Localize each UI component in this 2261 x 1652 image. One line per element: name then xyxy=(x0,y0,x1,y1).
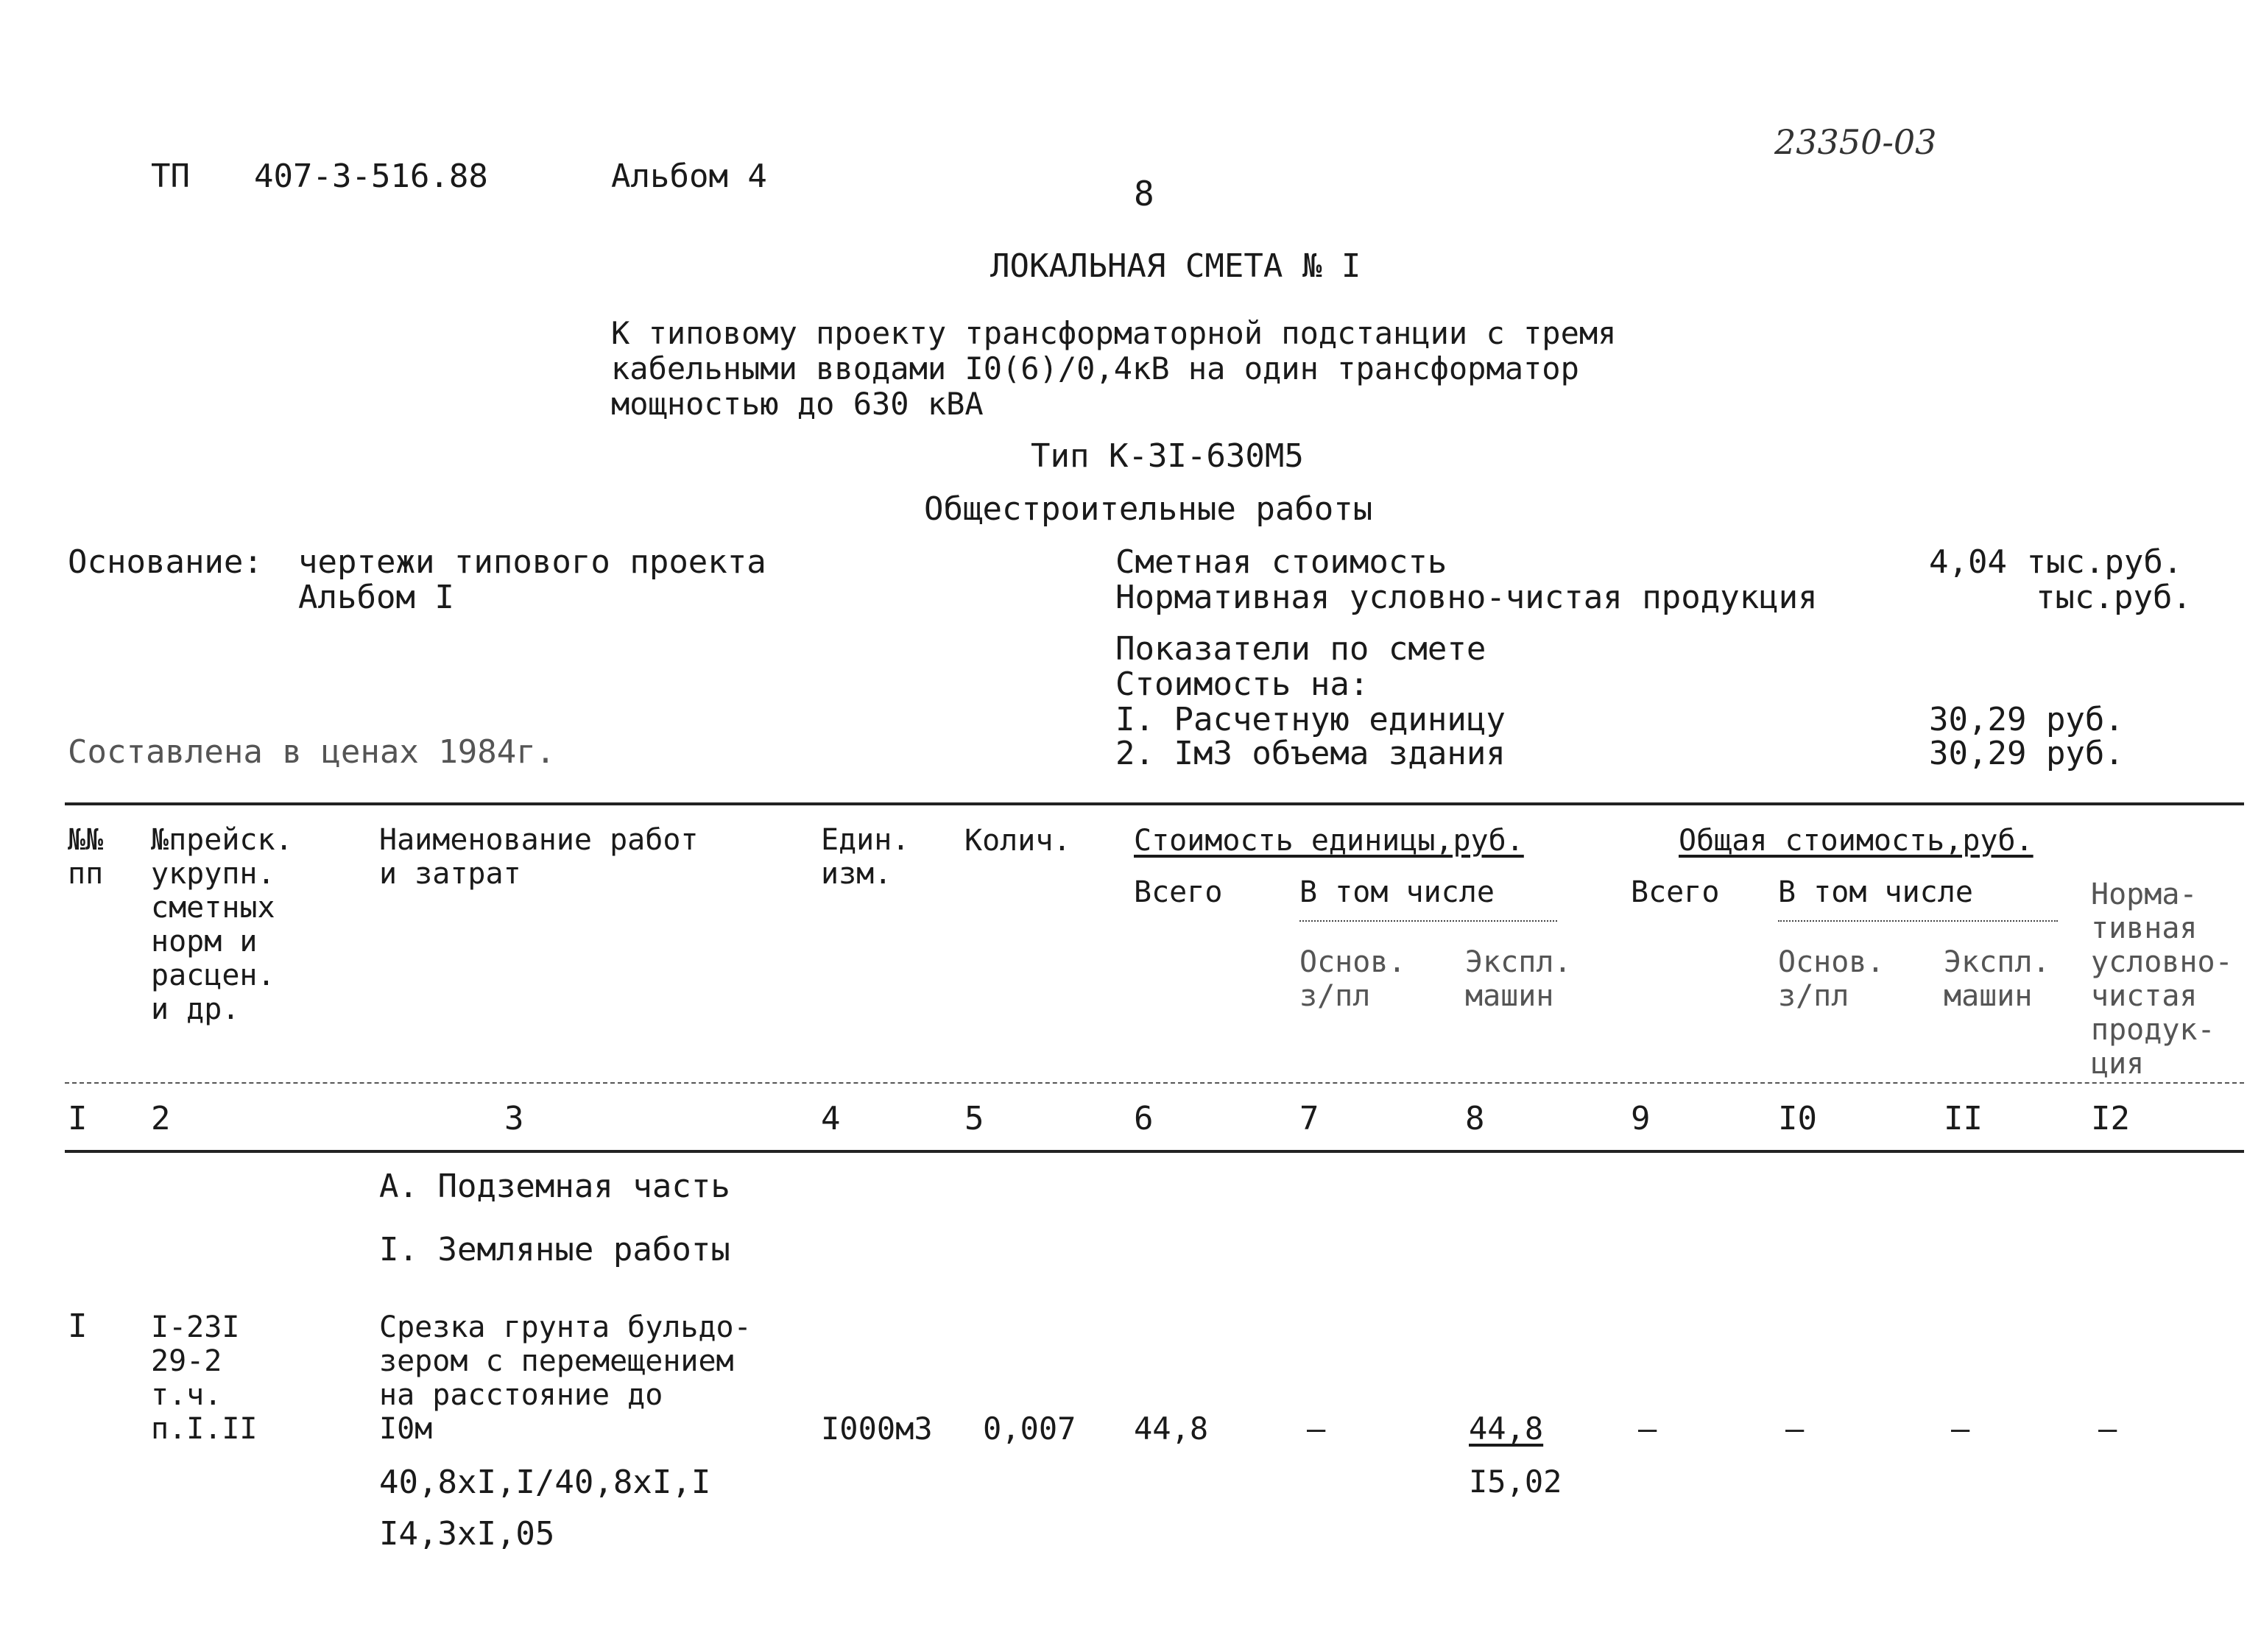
row-1-machines-total: – xyxy=(1951,1411,1970,1447)
series-label: ТП xyxy=(151,158,190,195)
header-col-9: Всего xyxy=(1631,875,1720,909)
normative-value: тыс.руб. xyxy=(2036,579,2192,616)
indicators-title: Показатели по смете xyxy=(1115,630,1486,668)
row-1-total: – xyxy=(1638,1411,1657,1447)
header-total-cost-group: Общая стоимость,руб. xyxy=(1679,824,2034,858)
estimated-cost-value: 4,04 тыс.руб. xyxy=(1929,543,2183,581)
header-unit-cost-group: Стоимость единицы,руб. xyxy=(1134,824,1524,858)
row-1-machines-unit: 44,8 xyxy=(1469,1411,1544,1447)
row-1-unit: I000м3 xyxy=(821,1411,933,1447)
cost-per-label: Стоимость на: xyxy=(1115,666,1369,703)
column-numbers-bottom-rule xyxy=(65,1150,2244,1153)
header-col-12: Норма- тивная условно- чистая продук- ция xyxy=(2091,878,2233,1081)
section-underground: А. Подземная часть xyxy=(379,1168,730,1205)
type-line: Тип К-3I-630М5 xyxy=(1031,437,1304,475)
column-number-11: II xyxy=(1944,1100,1983,1137)
row-1-total-unit: 44,8 xyxy=(1134,1411,1209,1447)
estimated-cost-label: Сметная стоимость xyxy=(1115,543,1447,581)
column-number-5: 5 xyxy=(964,1100,984,1137)
works-title: Общестроительные работы xyxy=(924,490,1373,528)
header-incl-unit: В том числе xyxy=(1299,875,1495,909)
row-1-num: I xyxy=(68,1307,88,1345)
table-top-rule xyxy=(65,802,2244,805)
row-1-base-wage-total: – xyxy=(1785,1411,1805,1447)
column-number-7: 7 xyxy=(1299,1100,1319,1137)
indicator-1-label: I. Расчетную единицу xyxy=(1115,701,1506,738)
row-1-ref: I-23I 29-2 т.ч. п.I.II xyxy=(151,1310,258,1446)
header-col-10: Основ. з/пл xyxy=(1778,945,1885,1013)
basis-album: Альбом I xyxy=(298,579,454,616)
column-numbers-top-rule xyxy=(65,1082,2244,1084)
header-col-2: №прейск. укрупн. сметных норм и расцен. и др. xyxy=(151,823,293,1026)
header-incl-total: В том числе xyxy=(1778,875,1973,909)
row-1-machines-unit-sub: I5,02 xyxy=(1469,1464,1562,1500)
header-col-11: Экспл. машин xyxy=(1944,945,2050,1013)
header-col-3: Наименование работ и затрат xyxy=(379,823,699,891)
header-col-6: Всего xyxy=(1134,875,1223,909)
column-number-6: 6 xyxy=(1134,1100,1154,1137)
row-1-calc-2: I4,3xI,05 xyxy=(379,1515,555,1553)
prices-note: Составлена в ценах 1984г. xyxy=(68,733,556,771)
header-col-7: Основ. з/пл xyxy=(1299,945,1406,1013)
section-earthworks: I. Земляные работы xyxy=(379,1231,730,1268)
column-number-4: 4 xyxy=(821,1100,841,1137)
header-col-4: Един. изм. xyxy=(821,823,910,891)
column-number-12: I2 xyxy=(2091,1100,2130,1137)
basis-value: чертежи типового проекта xyxy=(298,543,766,581)
column-number-10: I0 xyxy=(1778,1100,1817,1137)
indicator-2-label: 2. Iм3 объема здания xyxy=(1115,735,1506,772)
column-number-2: 2 xyxy=(151,1100,171,1137)
row-1-normative: – xyxy=(2098,1411,2117,1447)
archive-number: 23350-03 xyxy=(1774,122,1937,162)
page-number: 8 xyxy=(1134,174,1154,213)
description-line-2: кабельными вводами I0(6)/0,4кВ на один трансформатор xyxy=(611,350,1579,386)
column-number-1: I xyxy=(68,1100,88,1137)
row-1-name: Срезка грунта бульдо- зером с перемещением на расстояние до I0м xyxy=(379,1310,752,1446)
column-number-8: 8 xyxy=(1465,1100,1485,1137)
normative-label: Нормативная условно-чистая продукция xyxy=(1115,579,1818,616)
column-number-9: 9 xyxy=(1631,1100,1651,1137)
row-1-qty: 0,007 xyxy=(983,1411,1076,1447)
header-col-8: Экспл. машин xyxy=(1465,945,1572,1013)
indicator-1-value: 30,29 руб. xyxy=(1929,701,2124,738)
album-label: Альбом 4 xyxy=(611,158,767,195)
description-line-3: мощностью до 630 кВА xyxy=(611,386,984,422)
header-col-1: №№ пп xyxy=(68,823,104,891)
column-number-3: 3 xyxy=(504,1100,524,1137)
header-col-5: Колич. xyxy=(964,824,1071,858)
header-incl-total-rule xyxy=(1778,920,2058,922)
project-code: 407-3-516.88 xyxy=(254,158,488,195)
row-1-calc-1: 40,8xI,I/40,8xI,I xyxy=(379,1464,711,1501)
description-line-1: К типовому проекту трансформаторной подстанции с тремя xyxy=(611,315,1617,351)
document-title: ЛОКАЛЬНАЯ СМЕТА № I xyxy=(990,247,1361,285)
header-incl-unit-rule xyxy=(1299,920,1557,922)
indicator-2-value: 30,29 руб. xyxy=(1929,735,2124,772)
row-1-base-wage-unit: – xyxy=(1307,1411,1326,1447)
basis-label: Основание: xyxy=(68,543,263,581)
